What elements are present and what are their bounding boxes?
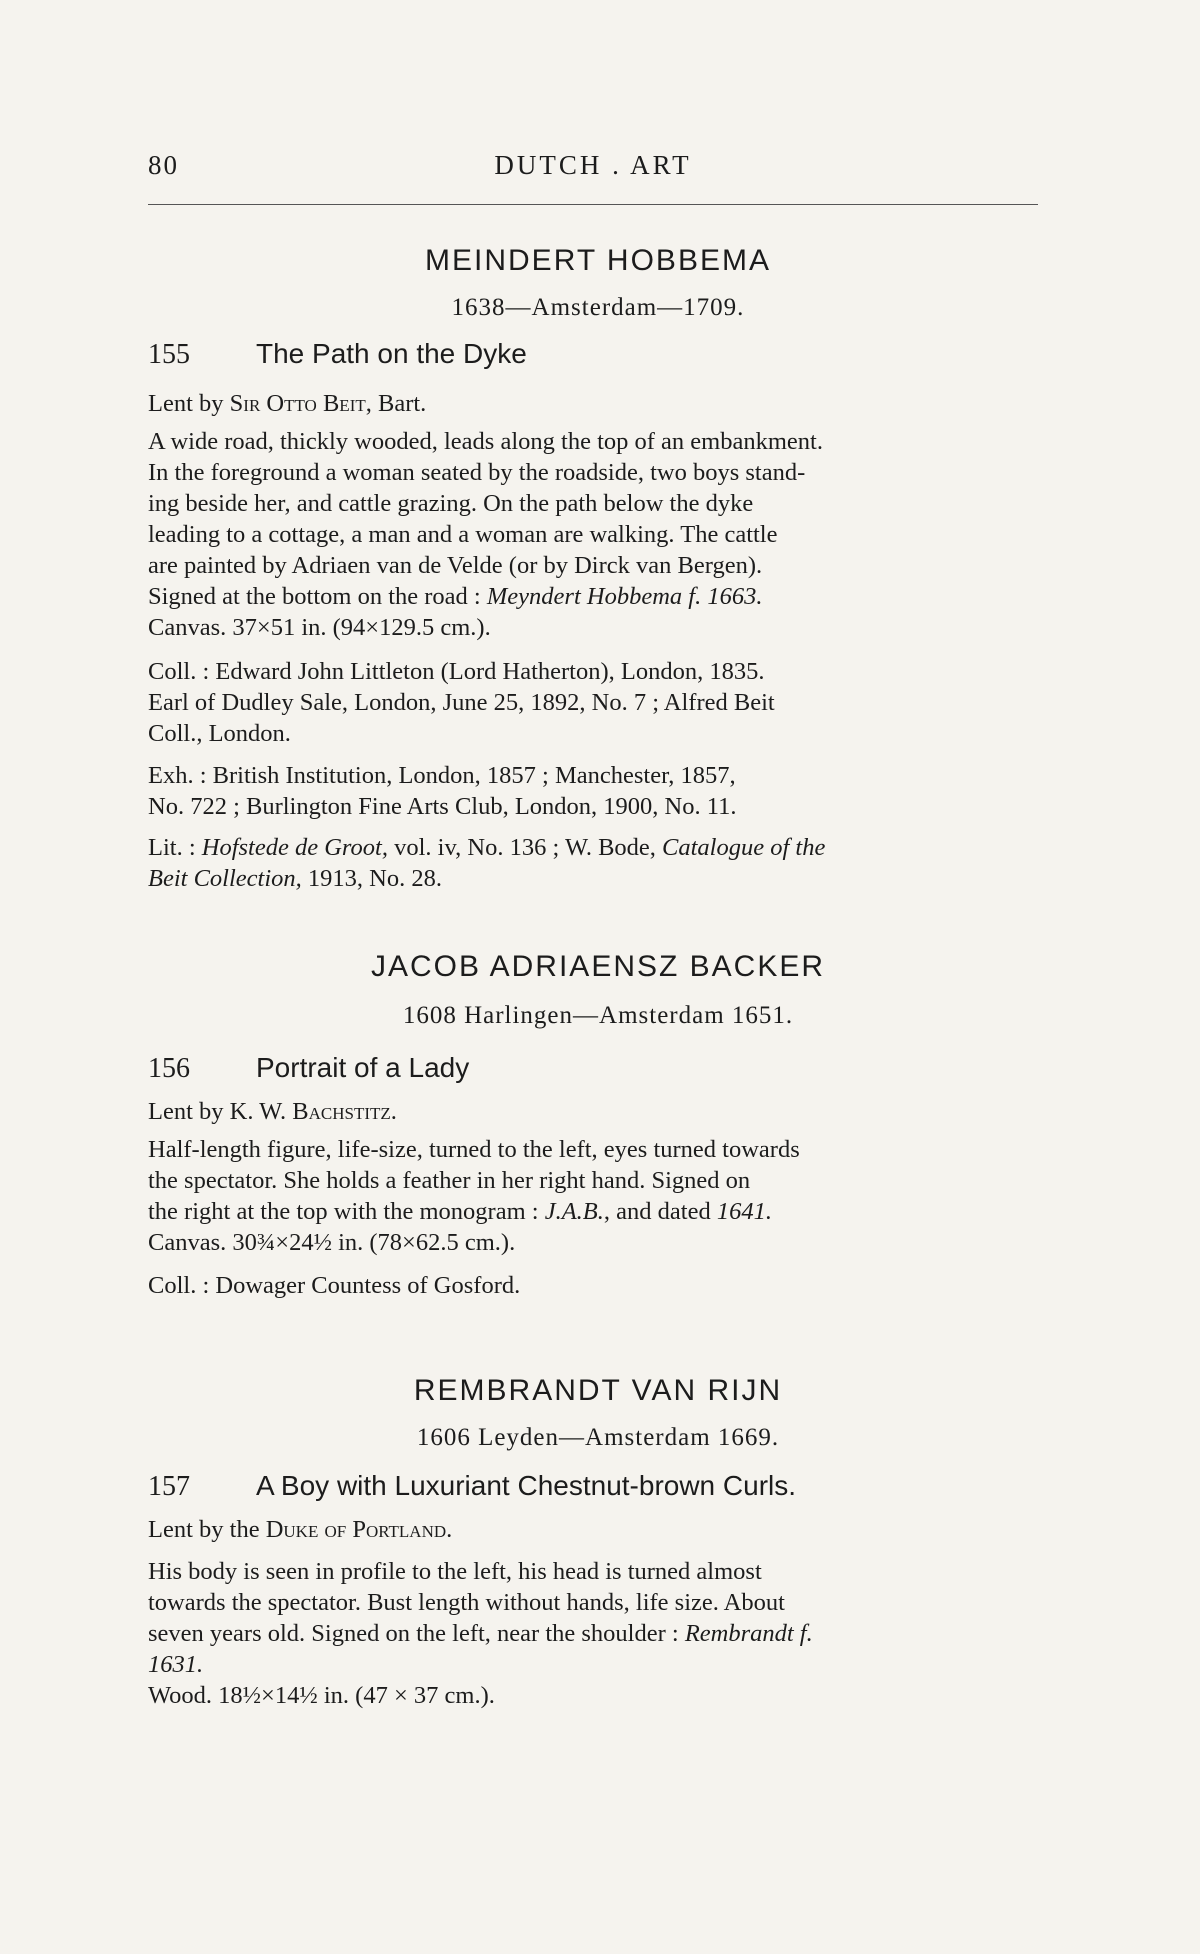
- lent-prefix: Lent by the: [148, 1516, 260, 1543]
- lender-line: [148, 1514, 1048, 1545]
- entry-title: [148, 1470, 1048, 1503]
- lender-name: Duke of Portland.: [265, 1516, 453, 1543]
- entry-156: [148, 950, 1048, 984]
- coll-line: Coll., London.: [148, 720, 291, 747]
- entry-title: [148, 1052, 1048, 1085]
- artist-dates: 1638—Amsterdam—1709.: [451, 294, 745, 321]
- catalogue-number: 156: [148, 1053, 190, 1084]
- header-rule: [148, 204, 1038, 205]
- exh-line: Exh. : British Institution, London, 1857 ; Manchester, 1857,: [148, 762, 736, 789]
- lender-suffix: , Bart.: [365, 390, 427, 417]
- catalogue-number: 155: [148, 339, 190, 370]
- description: [148, 1556, 1048, 1711]
- collection: [148, 1270, 1048, 1301]
- lit-prefix: Lit. :: [148, 834, 196, 861]
- description-line: Half-length figure, life-size, turned to the left, eyes turned towards: [148, 1136, 800, 1163]
- entry-title: [148, 338, 1048, 371]
- page-number: 80: [148, 150, 179, 180]
- running-title: DUTCH . ART: [494, 150, 692, 180]
- painting-title: A Boy with Luxuriant Chestnut-brown Curls.: [256, 1470, 797, 1501]
- lent-prefix: Lent by: [148, 1098, 224, 1125]
- exhibitions: [148, 760, 1048, 822]
- coll-line: Earl of Dudley Sale, London, June 25, 1892, No. 7 ; Alfred Beit: [148, 689, 775, 716]
- literature: [148, 832, 1048, 894]
- signature: Meyndert Hobbema f. 1663.: [486, 583, 763, 610]
- entry-title-block: [148, 1052, 1048, 1085]
- entry-title-block: [148, 338, 1048, 371]
- lit-book: Catalogue of the: [662, 834, 826, 861]
- entry-title-block: [148, 1470, 1048, 1503]
- coll-line: Coll. : Edward John Littleton (Lord Hatherton), London, 1835.: [148, 658, 765, 685]
- description-line: His body is seen in profile to the left, his head is turned almost: [148, 1558, 762, 1585]
- artist-dates-block: [148, 1002, 1048, 1030]
- painting-title: Portrait of a Lady: [256, 1052, 470, 1083]
- painting-title: The Path on the Dyke: [256, 338, 527, 369]
- signed-text: Signed at the bottom on the road :: [148, 583, 481, 610]
- signature: J.A.B.: [544, 1198, 604, 1225]
- lit-middle: vol. iv, No. 136 ; W. Bode,: [394, 834, 656, 861]
- signature: Rembrandt f.: [684, 1620, 813, 1647]
- signed-text: seven years old. Signed on the left, near the shoulder :: [148, 1620, 679, 1647]
- description-line: ing beside her, and cattle grazing. On the path below the dyke: [148, 490, 754, 517]
- signature-date: 1631.: [148, 1651, 204, 1678]
- collection: [148, 656, 1048, 749]
- lent-prefix: Lent by: [148, 390, 224, 417]
- description-line: the spectator. She holds a feather in her right hand. Signed on: [148, 1167, 751, 1194]
- description-line: In the foreground a woman seated by the roadside, two boys stand-: [148, 459, 806, 486]
- artist-dates: 1608 Harlingen—Amsterdam 1651.: [402, 1002, 794, 1029]
- signed-text: the right at the top with the monogram :: [148, 1198, 539, 1225]
- signature-line: [148, 1618, 1048, 1649]
- lit-author: Hofstede de Groot,: [201, 834, 388, 861]
- medium-line: Canvas. 37×51 in. (94×129.5 cm.).: [148, 614, 491, 641]
- artist-dates-block: [148, 1424, 1048, 1452]
- artist-name: JACOB ADRIAENSZ BACKER: [370, 950, 826, 983]
- exh-line: No. 722 ; Burlington Fine Arts Club, London, 1900, No. 11.: [148, 793, 737, 820]
- description-line: towards the spectator. Bust length without hands, life size. About: [148, 1589, 785, 1616]
- signature-line: [148, 1196, 1048, 1227]
- signature-line: [148, 581, 1048, 612]
- artist-name: MEINDERT HOBBEMA: [425, 244, 771, 277]
- description-line: A wide road, thickly wooded, leads along the top of an embankment.: [148, 428, 823, 455]
- entry-155: [148, 244, 1048, 278]
- description-line: leading to a cottage, a man and a woman are walking. The cattle: [148, 521, 778, 548]
- description: [148, 426, 1048, 643]
- lit-end: 1913, No. 28.: [307, 865, 442, 892]
- lit-book-cont: Beit Collection,: [148, 865, 302, 892]
- artist-dates-block: [148, 294, 1048, 322]
- lender-line: [148, 388, 1048, 419]
- signed-after: , and dated: [603, 1198, 711, 1225]
- date: 1641.: [716, 1198, 772, 1225]
- catalogue-number: 157: [148, 1471, 190, 1502]
- coll-line: Coll. : Dowager Countess of Gosford.: [148, 1272, 521, 1299]
- entry-157: [148, 1374, 1048, 1408]
- medium-line: Wood. 18½×14½ in. (47 × 37 cm.).: [148, 1682, 495, 1709]
- lender-name: K. W. Bachstitz.: [229, 1098, 397, 1125]
- artist-name: REMBRANDT VAN RIJN: [413, 1374, 783, 1407]
- lender-name: Sir Otto Beit: [229, 390, 366, 417]
- artist-dates: 1606 Leyden—Amsterdam 1669.: [416, 1424, 780, 1451]
- description: [148, 1134, 1048, 1258]
- lender-line: [148, 1096, 1048, 1127]
- description-line: are painted by Adriaen van de Velde (or by Dirck van Bergen).: [148, 552, 763, 579]
- medium-line: Canvas. 30¾×24½ in. (78×62.5 cm.).: [148, 1229, 516, 1256]
